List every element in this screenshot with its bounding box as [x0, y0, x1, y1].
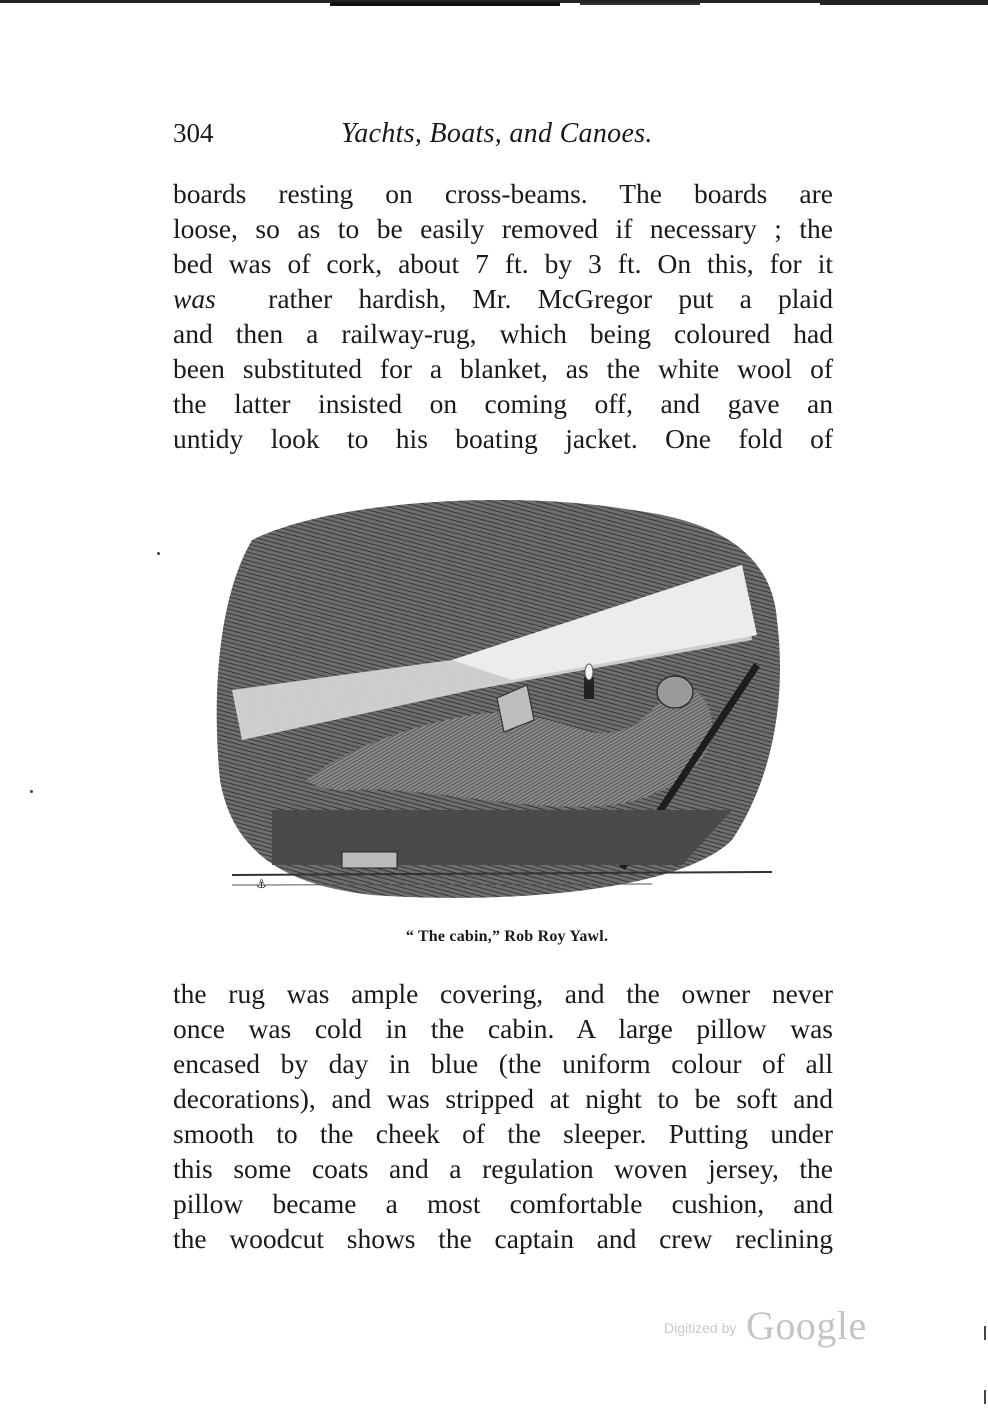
text-line: boards resting on cross-beams. The boards are [173, 178, 833, 209]
page-number: 304 [173, 118, 214, 148]
italic-word: was [173, 283, 216, 314]
text-line: bed was of cork, about 7 ft. by 3 ft. On this, for it [173, 248, 833, 279]
scan-speck [157, 552, 160, 555]
paragraph-top [173, 176, 833, 456]
scan-top-edge [0, 0, 988, 8]
text-line-with-italic [173, 281, 833, 316]
watermark-prefix: Digitized by [664, 1320, 737, 1336]
text-line: the latter insisted on coming off, and gave an [173, 388, 833, 419]
text-line: the woodcut shows the captain and crew reclining [173, 1223, 833, 1254]
text-line: pillow became a most comfortable cushion, and [173, 1188, 833, 1219]
scan-edge-mark [984, 1390, 986, 1404]
text-line: smooth to the cheek of the sleeper. Putting under [173, 1118, 833, 1149]
text-line: once was cold in the cabin. A large pillow was [173, 1013, 833, 1044]
text-line: decorations), and was stripped at night to be soft and [173, 1083, 833, 1114]
paragraph-bottom [173, 976, 833, 1256]
scan-edge-mark [984, 1326, 986, 1340]
google-logo: Google [746, 1303, 867, 1348]
caption-text: “ The cabin,” Rob Roy Yawl. [405, 928, 609, 945]
figure-caption [0, 928, 988, 946]
text-line: encased by day in blue (the uniform colour of all [173, 1048, 833, 1079]
text-line: loose, so as to be easily removed if necessary ; the [173, 213, 833, 244]
running-title: Yachts, Boats, and Canoes. [341, 118, 653, 149]
text-line: and then a railway-rug, which being coloured had [173, 318, 833, 349]
woodcut-illustration [212, 480, 788, 912]
text-line: been substituted for a blanket, as the white wool of [173, 353, 833, 384]
text-line: untidy look to his boating jacket. One fold of [173, 423, 833, 454]
text-line: this some coats and a regulation woven jersey, the [173, 1153, 833, 1184]
svg-text:⚓: ⚓ [256, 877, 267, 891]
digitized-by-google-watermark [664, 1302, 884, 1346]
running-header [173, 118, 833, 154]
text-line: the rug was ample covering, and the owner never [173, 978, 833, 1009]
scan-speck [30, 790, 33, 793]
text-line-rest: rather hardish, Mr. McGregor put a plaid [268, 283, 833, 314]
